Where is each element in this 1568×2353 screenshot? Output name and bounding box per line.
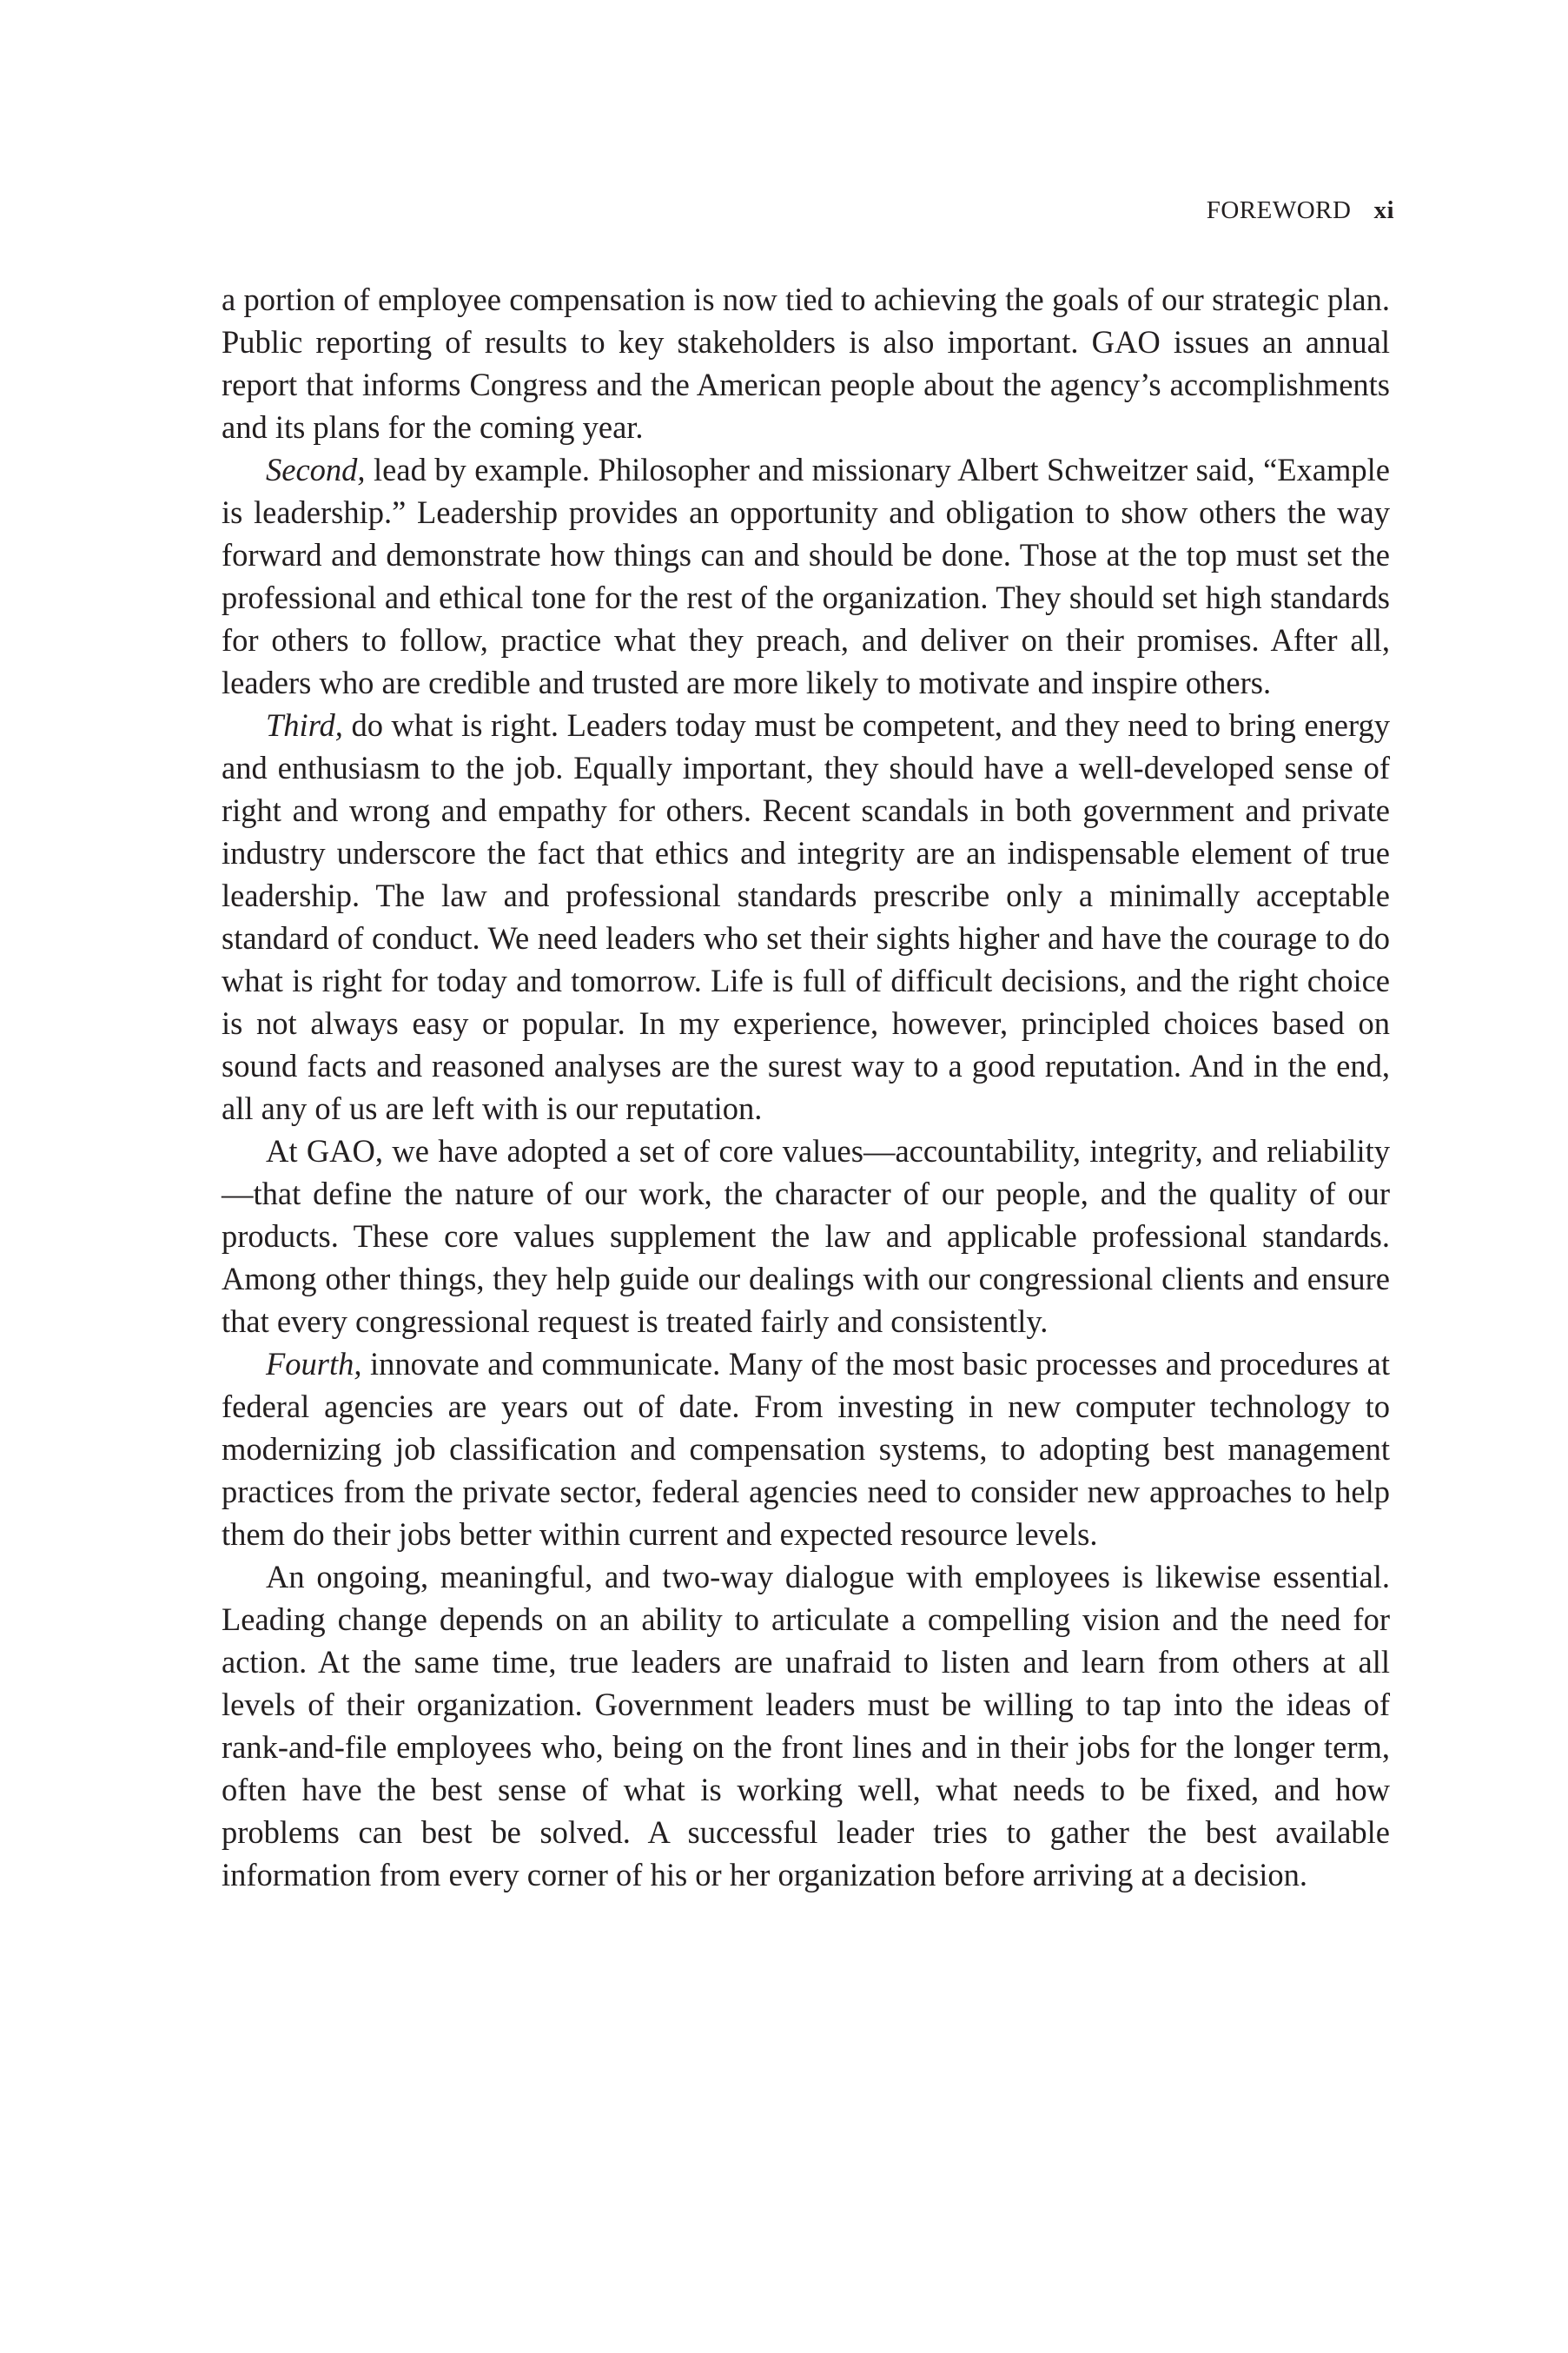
running-head-section-title: FOREWORD (1206, 196, 1352, 224)
paragraph-fourth-innovate (222, 1342, 1390, 1555)
paragraph-continued-compensation (222, 278, 1390, 448)
paragraph-text: a portion of employee compensation is now tied to achieving the goals of our strategic plan. Public reporting of results to key stakeholders is also important. GAO issues an annual report that informs Congress and the American people about the agency’s accomplishments and its plans for the coming year. (222, 282, 1390, 445)
paragraph-dialogue-with-employees (222, 1555, 1390, 1896)
paragraph-text: An ongoing, meaningful, and two-way dialogue with employees is likewise essential. Leading change depends on an ability to articulate a compelling vision and the need for action. At the same time, true leaders are unafraid to listen and learn from others at all levels of their organization. Government leaders must be willing to tap into the ideas of rank-and-file employees who, being on the front lines and in their jobs for the longer term, often have the best sense of what is working well, what needs to be fixed, and how problems can best be solved. A successful leader tries to gather the best available information from every corner of his or her organization before arriving at a decision. (222, 1559, 1390, 1892)
paragraph-lead: Fourth, (266, 1346, 362, 1382)
paragraph-text: At GAO, we have adopted a set of core values—accountability, integrity, and reliability—that define the nature of our work, the character of our people, and the quality of our products. These core values supplement the law and applicable professional standards. Among other things, they help guide our dealings with our congressional clients and ensure that every congressional request is treated fairly and consistently. (222, 1133, 1390, 1339)
paragraph-second-lead-by-example (222, 448, 1390, 704)
running-head (1207, 196, 1394, 225)
paragraph-text: do what is right. Leaders today must be competent, and they need to bring energy and enthusiasm to the job. Equally important, they should have a well-developed sense of right and wrong and empathy for others. Recent scandals in both government and private industry underscore the fact that ethics and integrity are an indispensable element of true leadership. The law and professional standards prescribe only a minimally acceptable standard of conduct. We need leaders who set their sights higher and have the courage to do what is right for today and tomorrow. Life is full of difficult decisions, and the right choice is not always easy or popular. In my experience, however, principled choices based on sound facts and reasoned analyses are the surest way to a good reputation. And in the end, all any of us are left with is our reputation. (222, 707, 1390, 1126)
paragraph-text: innovate and communicate. Many of the most basic processes and procedures at federal agencies are years out of date. From investing in new computer technology to modernizing job classification and compensation systems, to adopting best management practices from the private sector, federal agencies need to consider new approaches to help them do their jobs better within current and expected resource levels. (222, 1346, 1390, 1552)
paragraph-text: lead by example. Philosopher and missionary Albert Schweitzer said, “Example is leadership.” Leadership provides an opportunity and obligation to show others the way forward and demonstrate how things can and should be done. Those at the top must set the professional and ethical tone for the rest of the organization. They should set high standards for others to follow, practice what they preach, and deliver on their promises. After all, leaders who are credible and trusted are more likely to motivate and inspire others. (222, 452, 1390, 700)
paragraph-core-values (222, 1130, 1390, 1342)
page-number: xi (1373, 196, 1394, 224)
body-text (222, 278, 1390, 1896)
paragraph-lead: Second, (266, 452, 366, 487)
paragraph-lead: Third, (266, 707, 343, 743)
paragraph-third-do-what-is-right (222, 704, 1390, 1130)
